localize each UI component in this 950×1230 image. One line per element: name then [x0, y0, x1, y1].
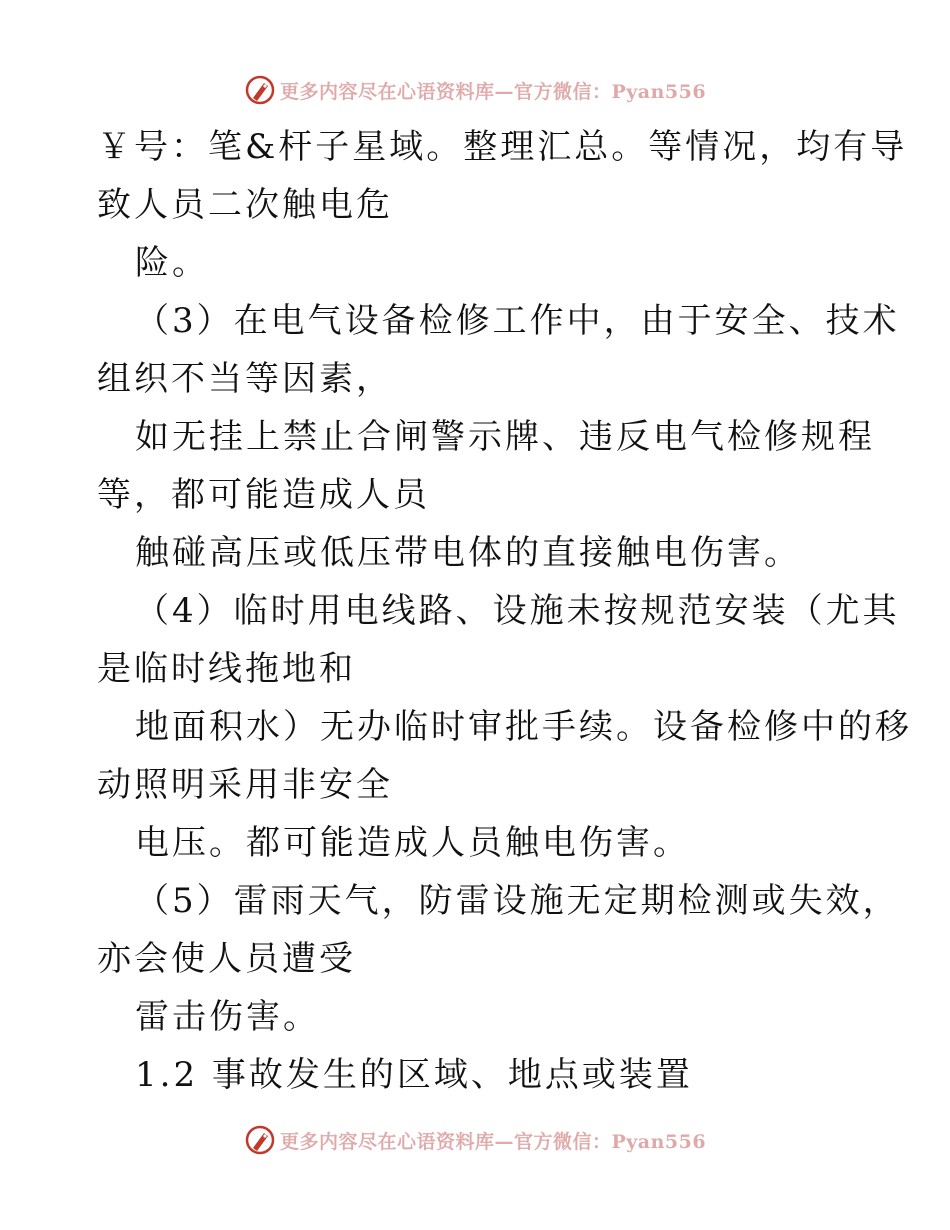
text-line: 雷击伤害。: [135, 997, 320, 1037]
text-line: （3）在电气设备检修工作中，由于安全、技术: [135, 301, 900, 341]
text-line: （5）雷雨天气，防雷设施无定期检测或失效，: [135, 881, 900, 921]
text-line: 如无挂上禁止合闸警示牌、违反电气检修规程: [135, 417, 875, 457]
text-line: 触碰高压或低压带电体的直接触电伤害。: [135, 533, 801, 573]
text-line: 等，都可能造成人员: [97, 475, 430, 515]
text-line: 险。: [135, 243, 209, 283]
header-watermark-text: 更多内容尽在心语资料库—官方微信：Pyan556: [279, 80, 707, 103]
pen-nib-icon: [244, 1124, 276, 1156]
footer-watermark: [0, 1120, 950, 1160]
section-heading: 1.2 事故发生的区域、地点或装置: [135, 1055, 693, 1095]
text-line: 动照明采用非安全: [97, 765, 393, 805]
footer-watermark-text: 更多内容尽在心语资料库—官方微信：Pyan556: [279, 1130, 707, 1153]
pen-nib-icon: [244, 74, 276, 106]
text-line: 亦会使人员遭受: [97, 939, 356, 979]
text-line: （4）临时用电线路、设施未按规范安装（尤其: [135, 591, 900, 631]
text-line: 组织不当等因素，: [97, 359, 393, 399]
text-line: 致人员二次触电危: [97, 185, 393, 225]
text-line: 电压。都可能造成人员触电伤害。: [135, 823, 690, 863]
header-watermark: [0, 70, 950, 110]
text-line: 是临时线拖地和: [97, 649, 356, 689]
document-body: [97, 118, 912, 1104]
text-line: 地面积水）无办临时审批手续。设备检修中的移: [135, 707, 912, 747]
text-line: ￥号：笔&杆子星域。整理汇总。等情况，均有导: [97, 127, 908, 167]
